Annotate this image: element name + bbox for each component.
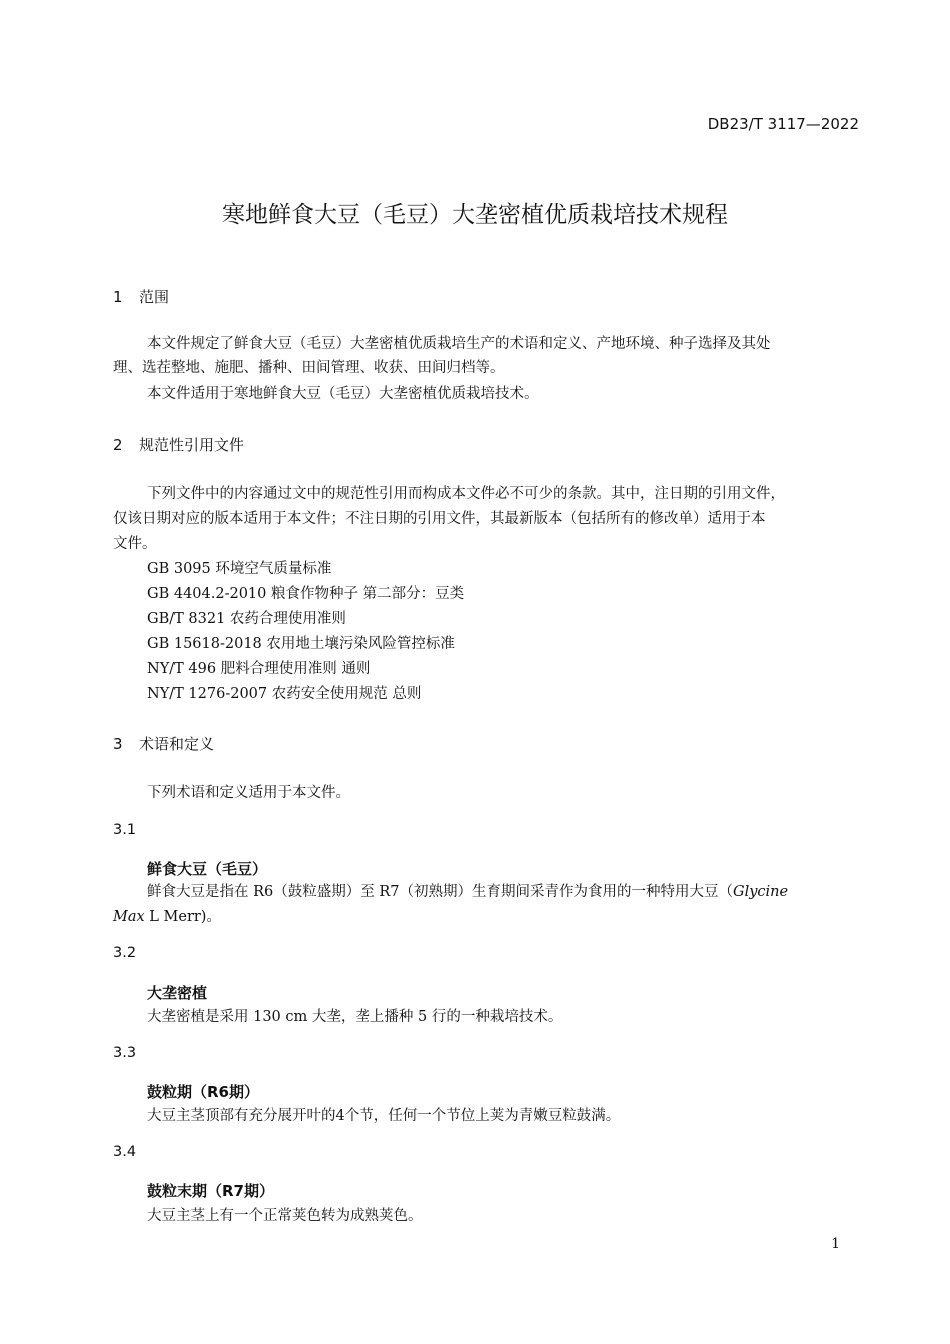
paragraph-line: 仅该日期对应的版本适用于本文件；不注日期的引用文件，其最新版本（包括所有的修改单）适用于本 bbox=[113, 511, 766, 527]
term-number: 3.4 bbox=[113, 1144, 137, 1160]
paragraph-line: 本文件规定了鲜食大豆（毛豆）大垄密植优质栽培生产的术语和定义、产地环境、种子选择及其处 bbox=[147, 336, 771, 352]
paragraph-line: 文件。 bbox=[113, 536, 157, 552]
reference-item: GB 15618-2018 农用地土壤污染风险管控标准 bbox=[147, 636, 455, 652]
document-id: DB23/T 3117—2022 bbox=[707, 115, 859, 133]
reference-item: GB 4404.2-2010 粮食作物种子 第二部分：豆类 bbox=[147, 586, 465, 602]
section-3-heading bbox=[113, 733, 214, 754]
section-title: 术语和定义 bbox=[139, 735, 215, 753]
term-number: 3.3 bbox=[113, 1045, 137, 1061]
reference-item: NY/T 1276-2007 农药安全使用规范 总则 bbox=[147, 686, 422, 702]
term-definition-line: 大豆主茎顶部有充分展开叶的4个节，任何一个节位上荚为青嫩豆粒鼓满。 bbox=[147, 1108, 621, 1124]
section-title: 范围 bbox=[139, 288, 170, 306]
latin-genus: Glycine bbox=[733, 884, 789, 900]
section-2-heading bbox=[113, 434, 244, 455]
term-definition-line bbox=[113, 905, 221, 929]
term-name: 鼓粒末期（R7期） bbox=[147, 1182, 274, 1200]
latin-species: Max bbox=[113, 909, 145, 925]
definition-text: 鲜食大豆是指在 R6（鼓粒盛期）至 R7（初熟期）生育期间采青作为食用的一种特用大豆（ bbox=[147, 884, 734, 900]
term-name: 鲜食大豆（毛豆） bbox=[147, 860, 268, 878]
section-title: 规范性引用文件 bbox=[139, 436, 245, 454]
reference-item: GB/T 8321 农药合理使用准则 bbox=[147, 611, 346, 627]
paragraph-line: 本文件适用于寒地鲜食大豆（毛豆）大垄密植优质栽培技术。 bbox=[147, 386, 539, 402]
term-definition-line: 大豆主茎上有一个正常荚色转为成熟荚色。 bbox=[147, 1208, 423, 1224]
section-number: 1 bbox=[113, 288, 123, 306]
term-number: 3.1 bbox=[113, 822, 137, 838]
term-definition-line bbox=[147, 880, 788, 904]
term-definition-line: 大垄密植是采用 130 cm 大垄，垄上播种 5 行的一种栽培技术。 bbox=[147, 1009, 563, 1025]
term-name: 大垄密植 bbox=[147, 984, 208, 1002]
page-number: 1 bbox=[831, 1236, 840, 1252]
paragraph-line: 下列文件中的内容通过文中的规范性引用而构成本文件必不可少的条款。其中，注日期的引用文件， bbox=[147, 486, 785, 502]
reference-item: GB 3095 环境空气质量标准 bbox=[147, 561, 332, 577]
page-title: 寒地鲜食大豆（毛豆）大垄密植优质栽培技术规程 bbox=[222, 202, 728, 228]
definition-text: L Merr)。 bbox=[144, 909, 221, 925]
paragraph-line: 理、选茬整地、施肥、播种、田间管理、收获、田间归档等。 bbox=[113, 360, 505, 376]
section-number: 2 bbox=[113, 436, 123, 454]
term-number: 3.2 bbox=[113, 945, 137, 961]
term-name: 鼓粒期（R6期） bbox=[147, 1083, 259, 1101]
section-1-heading bbox=[113, 286, 169, 307]
reference-item: NY/T 496 肥料合理使用准则 通则 bbox=[147, 661, 371, 677]
paragraph-line: 下列术语和定义适用于本文件。 bbox=[147, 785, 350, 801]
section-number: 3 bbox=[113, 735, 123, 753]
